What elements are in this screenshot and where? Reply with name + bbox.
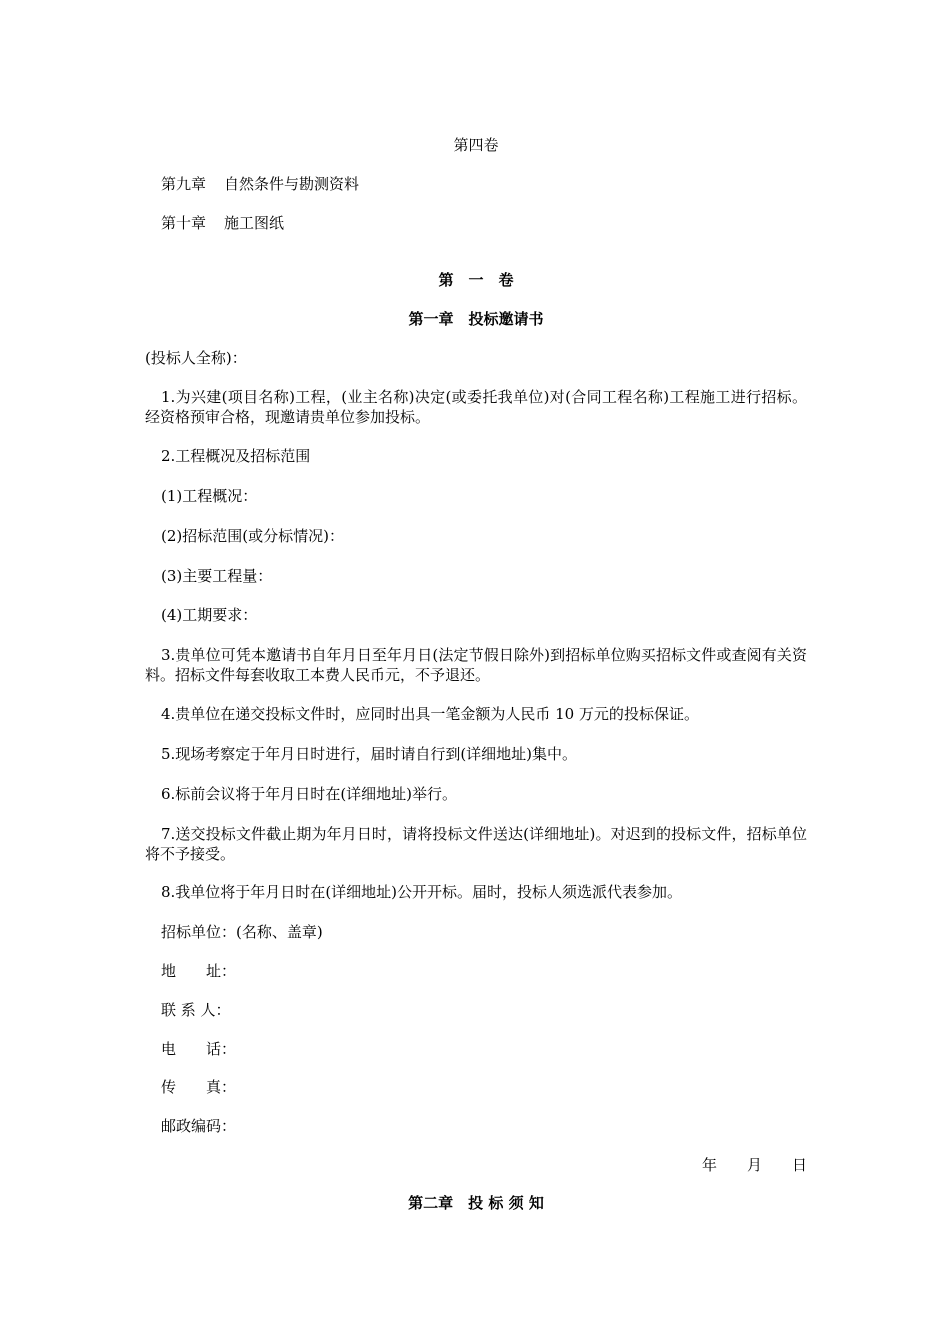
toc-chapter-10-number: 第十章	[161, 214, 207, 232]
toc-chapter-10	[145, 213, 823, 233]
toc-chapter-10-title: 施工图纸	[224, 214, 285, 232]
paragraph-2: 2.工程概况及招标范围	[161, 447, 311, 465]
issuing-unit: 招标单位：(名称、盖章)	[161, 923, 323, 941]
paragraph-4: 4.贵单位在递交投标文件时，应同时出具一笔金额为人民币 10 万元的投标保证。	[161, 705, 699, 723]
paragraph-5: 5.现场考察定于年月日时进行，届时请自行到(详细地址)集中。	[161, 745, 578, 763]
toc-chapter-9-title: 自然条件与勘测资料	[224, 175, 360, 193]
phone-field: 电 话：	[161, 1040, 237, 1058]
paragraph-7: 7.送交投标文件截止期为年月日时，请将投标文件送达(详细地址)。对迟到的投标文件，招标单位将不予接受。	[145, 825, 807, 863]
chapter-2-title: 第二章 投 标 须 知	[408, 1194, 544, 1212]
paragraph-2-4: (4)工期要求：	[161, 606, 258, 624]
toc-chapter-9	[145, 174, 823, 194]
chapter-1-title: 第一章 投标邀请书	[408, 310, 544, 328]
paragraph-1: 1.为兴建(项目名称)工程，(业主名称)决定(或委托我单位)对(合同工程名称)工程施工进行招标。经资格预审合格，现邀请贵单位参加投标。	[145, 388, 807, 426]
fax-field: 传 真：	[161, 1078, 237, 1096]
signature-date: 年 月 日	[701, 1156, 807, 1174]
toc-chapter-9-number: 第九章	[161, 175, 207, 193]
paragraph-2-3: (3)主要工程量：	[161, 567, 273, 585]
volume-1-title: 第 一 卷	[438, 271, 514, 289]
contact-field: 联 系 人：	[161, 1001, 231, 1019]
paragraph-2-1: (1)工程概况：	[161, 487, 258, 505]
paragraph-8: 8.我单位将于年月日时在(详细地址)公开开标。届时，投标人须选派代表参加。	[161, 883, 683, 901]
volume-4-title: 第四卷	[453, 136, 499, 154]
paragraph-6: 6.标前会议将于年月日时在(详细地址)举行。	[161, 785, 458, 803]
postcode-field: 邮政编码：	[161, 1117, 237, 1135]
paragraph-2-2: (2)招标范围(或分标情况)：	[161, 527, 344, 545]
addressee: (投标人全称)：	[145, 349, 247, 367]
paragraph-3: 3.贵单位可凭本邀请书自年月日至年月日(法定节假日除外)到招标单位购买招标文件或查阅有关资料。招标文件每套收取工本费人民币元，不予退还。	[145, 646, 807, 684]
address-field: 地 址：	[161, 962, 237, 980]
